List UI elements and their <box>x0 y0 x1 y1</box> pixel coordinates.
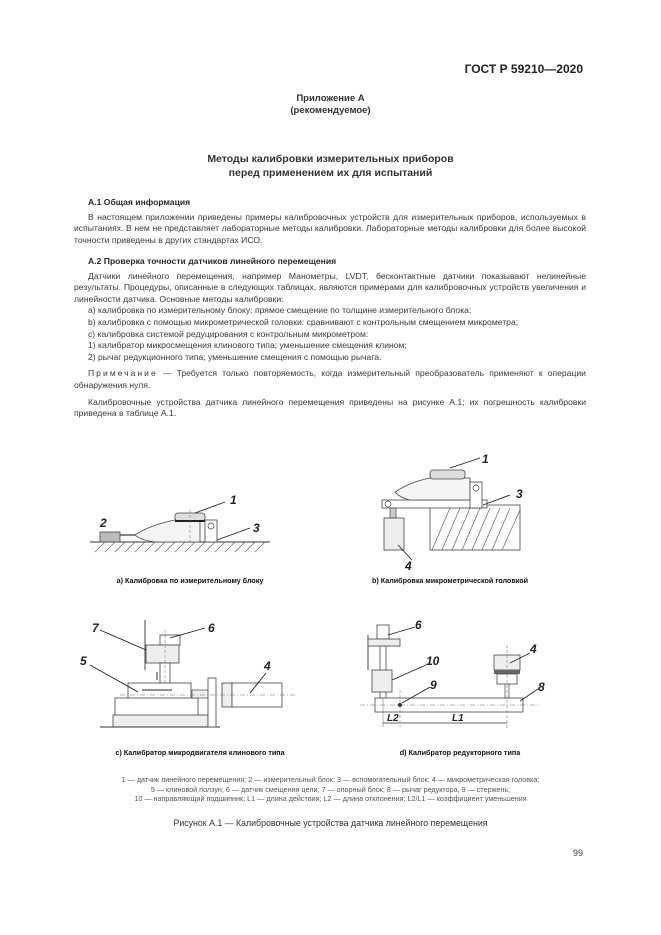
svg-text:3: 3 <box>253 521 260 535</box>
page-number: 99 <box>572 848 583 858</box>
method-item-c1: 1) калибратор микросмещения клинового типа; уменьшение смещения клином; <box>88 340 407 351</box>
method-item-b: b) калибровка с помощью микрометрической головки: сравнивают с контрольным смещением микрометра; <box>88 316 519 327</box>
svg-text:4: 4 <box>405 559 412 570</box>
figure-c-diagram <box>80 610 300 735</box>
svg-text:7: 7 <box>92 621 99 635</box>
svg-text:9: 9 <box>430 678 437 692</box>
section-a1-heading: А.1 Общая информация <box>88 197 191 207</box>
note-text: — Требуется только повторяемость, когда измерительный преобразователь применяют к операции обнаружения нуля. <box>74 368 586 390</box>
appendix-status: (рекомендуемое) <box>290 105 371 116</box>
svg-text:5: 5 <box>80 654 87 668</box>
figure-d-diagram <box>360 615 560 735</box>
svg-text:8: 8 <box>538 680 545 694</box>
figure-b-diagram <box>370 450 550 570</box>
svg-text:6: 6 <box>208 621 215 635</box>
svg-text:L2: L2 <box>387 713 399 724</box>
method-item-a: a) калибровка по измерительному блоку: прямое смещение по толщине измерительного блока; <box>88 305 472 316</box>
legend-line3: 10 — направляющий подшипник; L1 — длина действия; L2 — длина отклонения; L2/L1 — коэффициент уменьшения <box>134 794 527 803</box>
appendix-heading <box>0 93 661 117</box>
legend-line2: 5 — клиновой ползун; 6 — датчик смещения цепи; 7 — опорный блок; 8 — рычаг редуктора, 9 — стержень; <box>150 784 511 794</box>
figure-a-caption: a) Калибровка по измерительному блоку <box>116 576 264 585</box>
figure-b-caption: b) Калибровка микрометрической головкой <box>371 576 529 585</box>
section-a2 <box>74 256 586 420</box>
figure-title: Рисунок А.1 — Калибровочные устройства датчика линейного перемещения <box>173 818 488 828</box>
figure-reference-paragraph: Калибровочные устройства датчика линейного перемещения приведены на рисунке А.1; их погрешность калибровки приведена в таблице А.1. <box>74 396 586 419</box>
svg-text:10: 10 <box>426 654 440 668</box>
svg-text:6: 6 <box>415 618 422 632</box>
svg-text:1: 1 <box>230 493 237 507</box>
method-item-c: c) калибровка системой редуцирования с контрольным микрометром: <box>88 328 369 339</box>
svg-text:2: 2 <box>100 516 107 530</box>
figure-a-diagram <box>90 480 290 560</box>
document-title-line1: Методы калибровки измерительных приборов <box>207 153 454 165</box>
note <box>74 368 586 391</box>
standard-number: ГОСТ Р 59210—2020 <box>464 62 583 76</box>
document-title-line2: перед применением их для испытаний <box>228 167 433 179</box>
section-a1 <box>74 197 586 246</box>
svg-text:3: 3 <box>516 487 523 501</box>
svg-text:4: 4 <box>264 659 271 673</box>
legend-line1: 1 — датчик линейного перемещения; 2 — измерительный блок; 3 — вспомогательный блок; 4 — микрометрическая головка; <box>121 775 540 784</box>
section-a2-paragraph: Датчики линейного перемещения, например Манометры, LVDT, бесконтактные датчики показывают нелинейные результаты. Процедуры, описанные в следующих таблицах, являются примерами для калибровочных устройств увеличения и линейности датчика. Основные методы калибровки: <box>74 270 586 304</box>
section-a1-paragraph: В настоящем приложении приведены примеры калибровочных устройств для измерительных приборов, используемых в испытаниях. В нем не представляет лабораторные методы калибровки. Лабораторные методы калибровки для более высокой точности приведены в других стандартах ИСО. <box>74 211 586 245</box>
document-title <box>0 152 661 180</box>
appendix-title: Приложение А <box>296 93 365 104</box>
section-a2-heading: А.2 Проверка точности датчиков линейного перемещения <box>88 256 337 266</box>
figure-c-caption: c) Калибратор микродвигателя клинового типа <box>115 748 285 757</box>
svg-text:1: 1 <box>482 452 489 466</box>
note-label: Примечание <box>88 368 158 379</box>
svg-text:4: 4 <box>530 642 537 656</box>
figure-legend <box>20 775 641 804</box>
figure-d-caption: d) Калибратор редукторного типа <box>399 748 521 757</box>
method-item-c2: 2) рычаг редукционного типа; уменьшение смещения с помощью рычага. <box>88 351 382 362</box>
svg-text:L1: L1 <box>452 713 464 724</box>
